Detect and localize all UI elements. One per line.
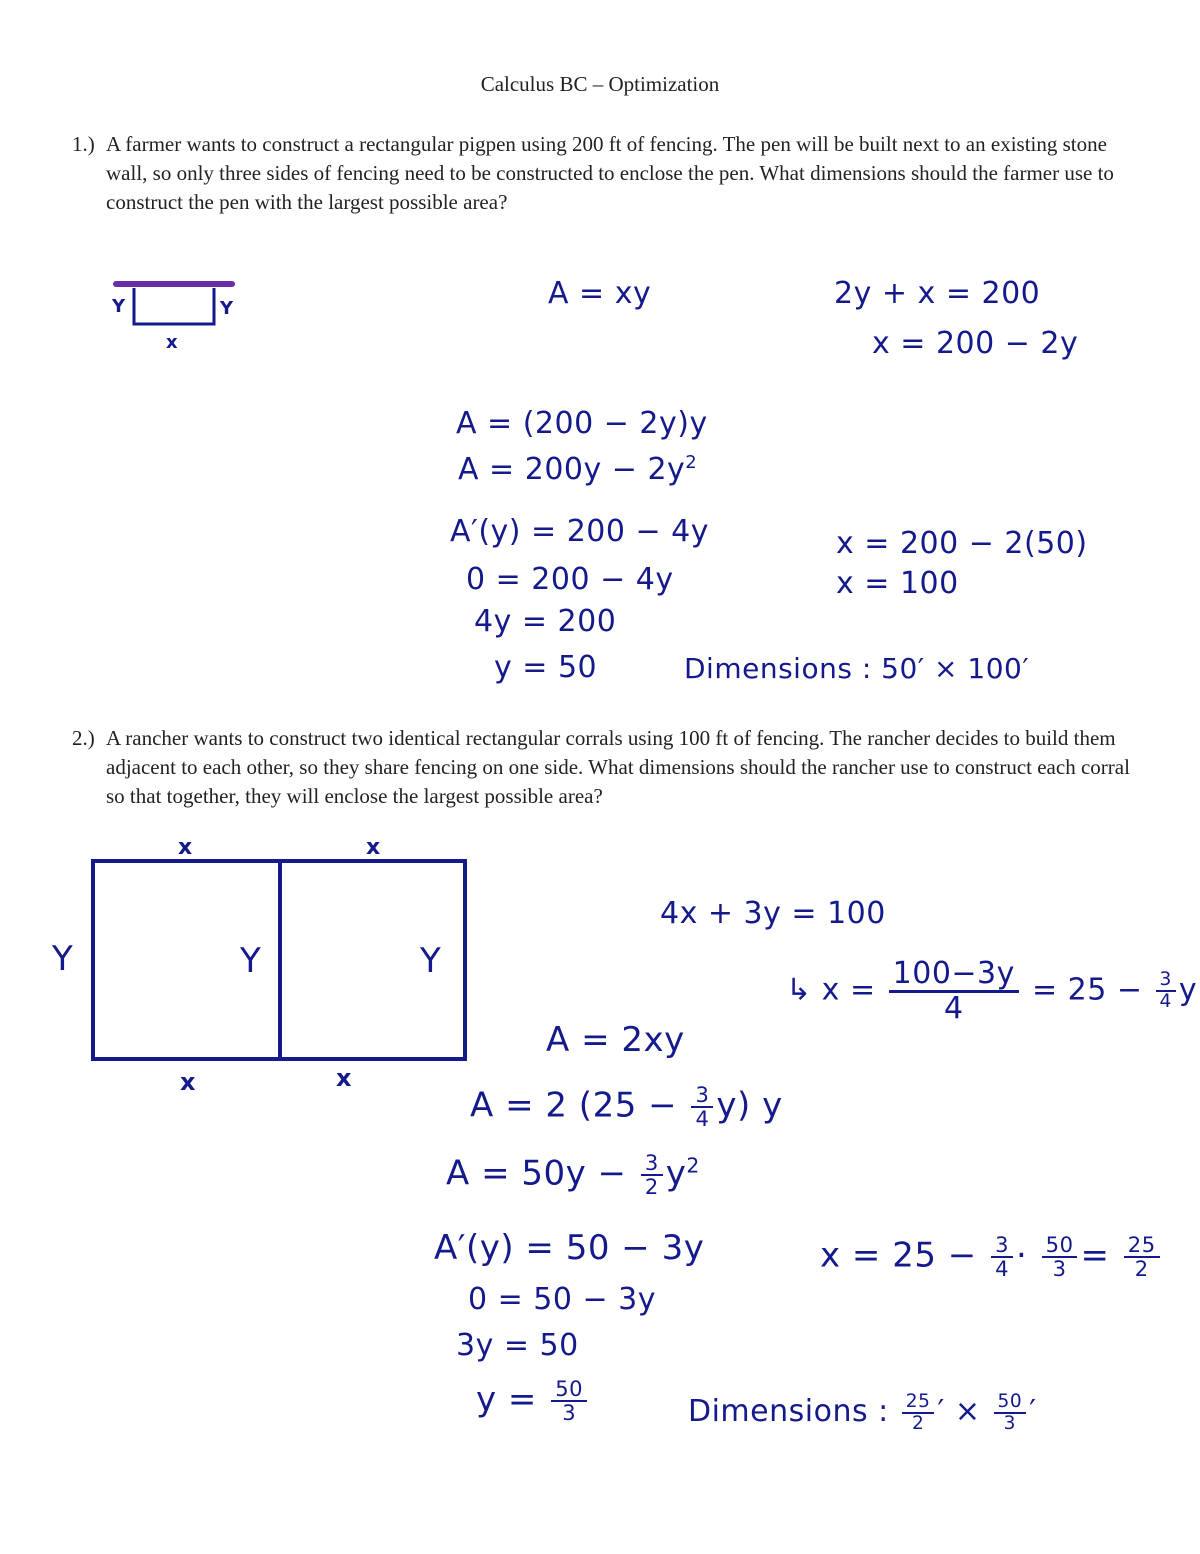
pen-bottom-label: x xyxy=(166,332,178,352)
p1-y-value: y = 50 xyxy=(494,650,598,685)
p1-dimensions-answer: Dimensions : 50′ × 100′ xyxy=(684,652,1030,685)
p2-dims-label: Dimensions : xyxy=(688,1394,889,1430)
p2-dims-prime-1: ′ xyxy=(937,1394,945,1430)
p2-y-pre: y = xyxy=(476,1379,537,1420)
p1-constraint-eq: 2y + x = 200 xyxy=(834,276,1041,311)
p2-expand-exponent: 2 xyxy=(686,1153,700,1178)
p2-dimensions-answer xyxy=(688,1392,1037,1433)
problem-1-text: A farmer wants to construct a rectangular pigpen using 200 ft of fencing. The pen will be built next to an existing stone wall, so only three sides of fencing need to be constructed to enclose the pen. What dimensions should the farmer use to construct the pen with the largest possible area? xyxy=(106,132,1114,214)
p2-sub-pre: A = 2 (25 − xyxy=(470,1085,678,1126)
p2-dims-frac-x xyxy=(902,1392,935,1433)
p2-x-fraction-denominator: 4 xyxy=(943,990,964,1026)
p2-x-calc-dot: · xyxy=(1016,1235,1028,1276)
p2-expand-fraction-num: 3 xyxy=(641,1152,663,1176)
p2-area-eq: A = 2xy xyxy=(546,1020,685,1060)
corral-middle-label: Y xyxy=(240,941,261,981)
p2-x-calc-frac2 xyxy=(1042,1234,1078,1280)
p2-solve-x-eq xyxy=(786,958,1197,1024)
p2-sub-post: y) y xyxy=(716,1085,783,1126)
p2-zero-eq: 0 = 50 − 3y xyxy=(468,1282,657,1317)
p2-expand-post: y xyxy=(665,1153,687,1194)
p1-area-eq: A = xy xyxy=(548,276,652,311)
p2-three-quarters-den: 4 xyxy=(1159,991,1172,1012)
p2-dims-frac-y-num: 50 xyxy=(994,1392,1027,1414)
p1-derivative-eq: A′(y) = 200 − 4y xyxy=(450,514,710,549)
corral-top-right-label: x xyxy=(366,835,381,860)
p2-expand-fraction-den: 2 xyxy=(644,1174,659,1200)
p1-zero-eq: 0 = 200 − 4y xyxy=(466,562,674,597)
p2-x-calc-result-num: 25 xyxy=(1124,1234,1160,1258)
p1-expanded-eq xyxy=(458,452,697,487)
p2-dims-frac-y-den: 3 xyxy=(1003,1412,1017,1434)
p2-dims-frac-x-den: 2 xyxy=(911,1412,925,1434)
p2-expand-fraction xyxy=(641,1152,663,1198)
problem-2 xyxy=(72,724,1142,811)
pen-fence xyxy=(134,288,214,324)
p2-x-calc-result xyxy=(1124,1234,1160,1280)
p2-y-fraction-num: 50 xyxy=(551,1378,587,1402)
corral-bottom-left-label: x xyxy=(180,1068,196,1096)
pen-right-label: Y xyxy=(220,298,234,319)
p2-expand-pre: A = 50y − xyxy=(446,1153,627,1194)
p2-sub-fraction xyxy=(691,1084,713,1130)
p2-x-calc-frac2-num: 50 xyxy=(1042,1234,1078,1258)
pigpen-diagram xyxy=(100,272,250,352)
p2-three-quarters-num: 3 xyxy=(1156,970,1176,992)
p2-x-calc-pre: x = 25 − xyxy=(820,1235,977,1276)
corral-top-left-label: x xyxy=(178,835,193,860)
problem-2-number: 2.) xyxy=(72,726,95,750)
p2-dims-frac-y xyxy=(994,1392,1027,1433)
corral-bottom-right-label: x xyxy=(336,1064,352,1092)
p2-step-eq: 3y = 50 xyxy=(456,1328,579,1363)
p2-three-quarters-fraction xyxy=(1156,970,1176,1011)
p2-x-calculation xyxy=(820,1234,1163,1280)
p2-y-value xyxy=(476,1378,590,1424)
p2-dims-times: × xyxy=(954,1394,981,1430)
corral-left-label: Y xyxy=(52,939,73,979)
p2-x-eq-tail: = 25 − xyxy=(1031,972,1143,1008)
p2-derivative-eq: A′(y) = 50 − 3y xyxy=(434,1228,705,1268)
p2-y-fraction xyxy=(551,1378,587,1424)
corral-diagram xyxy=(40,830,480,1100)
p2-dims-frac-x-num: 25 xyxy=(902,1392,935,1414)
p1-substitution-eq: A = (200 − 2y)y xyxy=(456,406,708,441)
p2-x-fraction xyxy=(889,958,1019,1024)
p1-solve-x-eq: x = 200 − 2y xyxy=(872,326,1079,361)
p2-sub-fraction-den: 4 xyxy=(695,1106,710,1132)
pen-left-label: Y xyxy=(112,296,126,317)
p2-constraint-eq: 4x + 3y = 100 xyxy=(660,896,886,931)
problem-1 xyxy=(72,130,1142,217)
p1-x-value: x = 100 xyxy=(836,566,959,601)
p2-x-fraction-numerator: 100−3y xyxy=(889,958,1019,993)
p1-expanded-exponent: 2 xyxy=(685,452,698,473)
p2-x-calc-eq: = xyxy=(1080,1235,1110,1276)
problem-1-number: 1.) xyxy=(72,132,95,156)
corral-right-label: Y xyxy=(420,941,441,981)
p2-dims-prime-2: ′ xyxy=(1029,1394,1037,1430)
p2-x-calc-frac1-den: 4 xyxy=(995,1256,1010,1282)
p2-arrow-x: ↳ x = xyxy=(786,972,876,1008)
p1-step-eq: 4y = 200 xyxy=(474,604,617,639)
p2-x-calc-result-den: 2 xyxy=(1134,1256,1149,1282)
p2-substitution-eq xyxy=(470,1084,783,1130)
page-title: Calculus BC – Optimization xyxy=(480,72,720,96)
p2-y-fraction-den: 3 xyxy=(562,1400,577,1426)
p2-expanded-eq xyxy=(446,1152,700,1198)
p2-x-calc-frac1-num: 3 xyxy=(991,1234,1013,1258)
problem-2-text: A rancher wants to construct two identical rectangular corrals using 100 ft of fencing. The rancher decides to build them adjacent to each other, so they share fencing on one side. What dimensions should the rancher use to construct each corral so that together, they will enclose the largest possible area? xyxy=(106,726,1130,808)
p2-x-calc-frac2-den: 3 xyxy=(1052,1256,1067,1282)
p1-x-substitution: x = 200 − 2(50) xyxy=(836,526,1088,561)
p2-y-var: y xyxy=(1178,972,1198,1008)
p1-expanded-base: A = 200y − 2y xyxy=(458,452,686,487)
p2-sub-fraction-num: 3 xyxy=(691,1084,713,1108)
p2-x-calc-frac1 xyxy=(991,1234,1013,1280)
